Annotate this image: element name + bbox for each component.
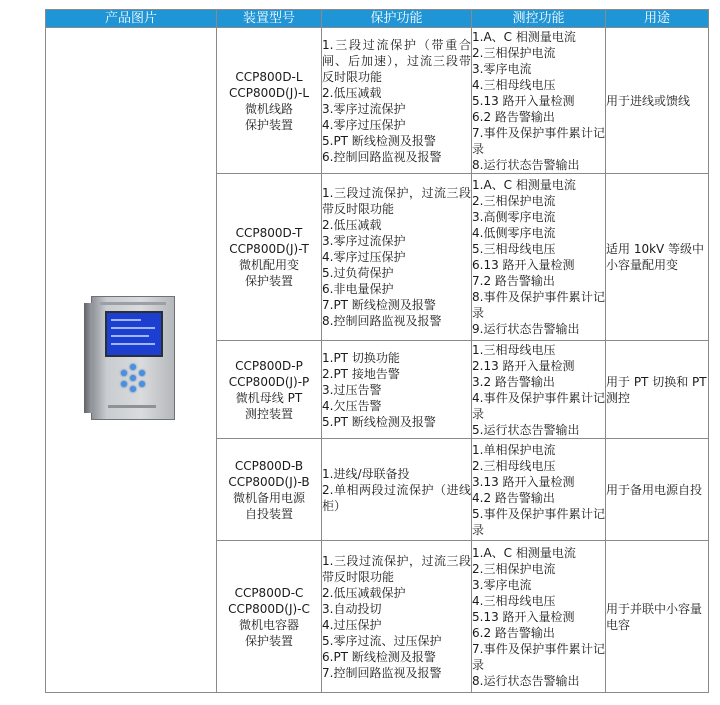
control-item: 2.三相母线电压 <box>472 458 556 473</box>
model-line: CCP800D(J)-B <box>228 474 310 489</box>
control-item: 3.13 路开入量检测 <box>472 474 575 489</box>
protection-cell <box>322 439 472 541</box>
protection-cell <box>322 341 472 439</box>
control-item: 2.13 路开入量检测 <box>472 358 575 373</box>
protection-item: 5.PT 断线检测及报警 <box>322 133 436 148</box>
protection-item: 6.控制回路监视及报警 <box>322 149 442 164</box>
keypad <box>119 364 147 392</box>
control-item: 3.零序电流 <box>472 61 532 76</box>
protection-item: 5.过负荷保护 <box>322 266 394 280</box>
control-item: 8.事件及保护事件累计记录 <box>472 290 605 320</box>
control-cell <box>472 341 606 439</box>
model-line: 自投装置 <box>244 506 293 521</box>
model-line: 微机母线 PT <box>235 390 303 405</box>
protection-cell <box>322 541 472 693</box>
control-item: 7.事件及保护事件累计记录 <box>472 641 605 672</box>
control-item: 5.事件及保护事件累计记录 <box>472 506 605 537</box>
protection-item: 6.PT 断线检测及报警 <box>322 649 436 664</box>
lcd-screen <box>105 311 163 357</box>
control-item: 2.三相保护电流 <box>472 561 556 576</box>
control-item: 5.运行状态告警输出 <box>472 422 580 437</box>
control-item: 2.三相保护电流 <box>472 194 556 208</box>
protection-item: 2.低压减载保护 <box>322 585 406 600</box>
model-line: 微机线路 <box>244 101 293 116</box>
protection-item: 4.欠压告警 <box>322 398 382 413</box>
protection-item: 3.自动投切 <box>322 601 382 616</box>
protection-item: 2.低压减载 <box>322 218 382 232</box>
product-image-cell <box>46 28 217 693</box>
model-cell <box>217 541 322 693</box>
model-line: 微机配用变 <box>238 258 299 272</box>
protection-item: 1.PT 切换功能 <box>322 350 400 365</box>
control-item: 6.2 路告警输出 <box>472 109 555 124</box>
control-item: 1.三相母线电压 <box>472 342 556 357</box>
usage-cell: 用于 PT 切换和 PT 测控 <box>606 341 709 439</box>
model-line: 微机备用电源 <box>232 490 305 505</box>
protection-item: 4.零序过压保护 <box>322 117 406 132</box>
protection-item: 2.PT 接地告警 <box>322 366 400 381</box>
relay-device-image <box>91 296 175 420</box>
model-cell <box>217 28 322 174</box>
table-row <box>46 28 709 174</box>
protection-item: 2.单相两段过流保护（进线柜） <box>322 482 471 513</box>
control-item: 3.高侧零序电流 <box>472 210 556 224</box>
control-item: 4.2 路告警输出 <box>472 490 555 505</box>
control-item: 3.零序电流 <box>472 577 532 592</box>
control-item: 8.运行状态告警输出 <box>472 673 580 688</box>
protection-item: 3.零序过流保护 <box>322 101 406 116</box>
control-item: 5.13 路开入量检测 <box>472 93 575 108</box>
model-line: CCP800D(J)-C <box>228 601 310 616</box>
control-item: 4.事件及保护事件累计记录 <box>472 390 605 421</box>
control-item: 1.A、C 相测量电流 <box>472 178 576 192</box>
control-item: 2.三相保护电流 <box>472 45 556 60</box>
header-protection: 保护功能 <box>322 10 472 28</box>
protection-item: 1.三段过流保护，过流三段带反时限功能 <box>322 553 471 584</box>
model-cell <box>217 174 322 341</box>
usage-cell: 适用 10kV 等级中小容量配用变 <box>606 174 709 341</box>
control-item: 3.2 路告警输出 <box>472 374 555 389</box>
control-item: 4.三相母线电压 <box>472 77 556 92</box>
model-line: CCP800D-P <box>235 358 303 373</box>
header-usage: 用途 <box>606 10 709 28</box>
model-line: CCP800D(J)-P <box>228 374 310 389</box>
protection-item: 5.零序过流、过压保护 <box>322 633 442 648</box>
header-image: 产品图片 <box>46 10 217 28</box>
control-item: 4.三相母线电压 <box>472 593 556 608</box>
protection-item: 6.非电量保护 <box>322 282 394 296</box>
control-cell <box>472 541 606 693</box>
control-item: 1.单相保护电流 <box>472 442 556 457</box>
model-line: 保护装置 <box>244 274 293 288</box>
protection-item: 1.三段过流保护（带重合闸、后加速），过流三段带反时限功能 <box>322 37 471 84</box>
model-line: CCP800D-T <box>235 226 303 240</box>
model-line: 保护装置 <box>244 633 293 648</box>
usage-cell: 用于备用电源自投 <box>606 439 709 541</box>
protection-item: 2.低压减载 <box>322 85 382 100</box>
control-item: 6.13 路开入量检测 <box>472 258 575 272</box>
control-item: 5.13 路开入量检测 <box>472 609 575 624</box>
model-line: CCP800D-L <box>235 69 303 84</box>
protection-item: 1.三段过流保护，过流三段带反时限功能 <box>322 186 471 216</box>
model-cell <box>217 341 322 439</box>
control-cell <box>472 439 606 541</box>
model-line: CCP800D(J)-T <box>229 242 309 256</box>
model-line: 测控装置 <box>244 406 293 421</box>
model-line: CCP800D-B <box>234 458 304 473</box>
protection-item: 3.零序过流保护 <box>322 234 406 248</box>
protection-item: 4.过压保护 <box>322 617 382 632</box>
protection-cell <box>322 174 472 341</box>
control-item: 8.运行状态告警输出 <box>472 157 580 172</box>
model-line: 保护装置 <box>244 117 293 132</box>
control-item: 7.事件及保护事件累计记录 <box>472 125 605 156</box>
control-item: 5.三相母线电压 <box>472 242 556 256</box>
control-item: 1.A、C 相测量电流 <box>472 29 576 44</box>
usage-cell: 用于进线或馈线 <box>606 28 709 174</box>
model-line: CCP800D-C <box>234 585 304 600</box>
model-line: CCP800D(J)-L <box>228 85 310 100</box>
control-item: 9.运行状态告警输出 <box>472 322 580 336</box>
protection-item: 7.PT 断线检测及报警 <box>322 298 436 312</box>
control-item: 4.低侧零序电流 <box>472 226 556 240</box>
control-item: 6.2 路告警输出 <box>472 625 555 640</box>
product-spec-table <box>45 9 709 693</box>
protection-item: 3.过压告警 <box>322 382 382 397</box>
header-row <box>46 10 709 28</box>
control-cell <box>472 174 606 341</box>
protection-item: 4.零序过压保护 <box>322 250 406 264</box>
protection-item: 8.控制回路监视及报警 <box>322 314 442 328</box>
header-control: 测控功能 <box>472 10 606 28</box>
model-line: 微机电容器 <box>238 617 299 632</box>
model-cell <box>217 439 322 541</box>
protection-cell <box>322 28 472 174</box>
header-model: 装置型号 <box>217 10 322 28</box>
protection-item: 7.控制回路监视及报警 <box>322 665 442 680</box>
control-item: 1.A、C 相测量电流 <box>472 545 576 560</box>
protection-item: 1.进线/母联备投 <box>322 466 410 481</box>
control-item: 7.2 路告警输出 <box>472 274 555 288</box>
protection-item: 5.PT 断线检测及报警 <box>322 414 436 429</box>
control-cell <box>472 28 606 174</box>
usage-cell: 用于并联中小容量电容 <box>606 541 709 693</box>
